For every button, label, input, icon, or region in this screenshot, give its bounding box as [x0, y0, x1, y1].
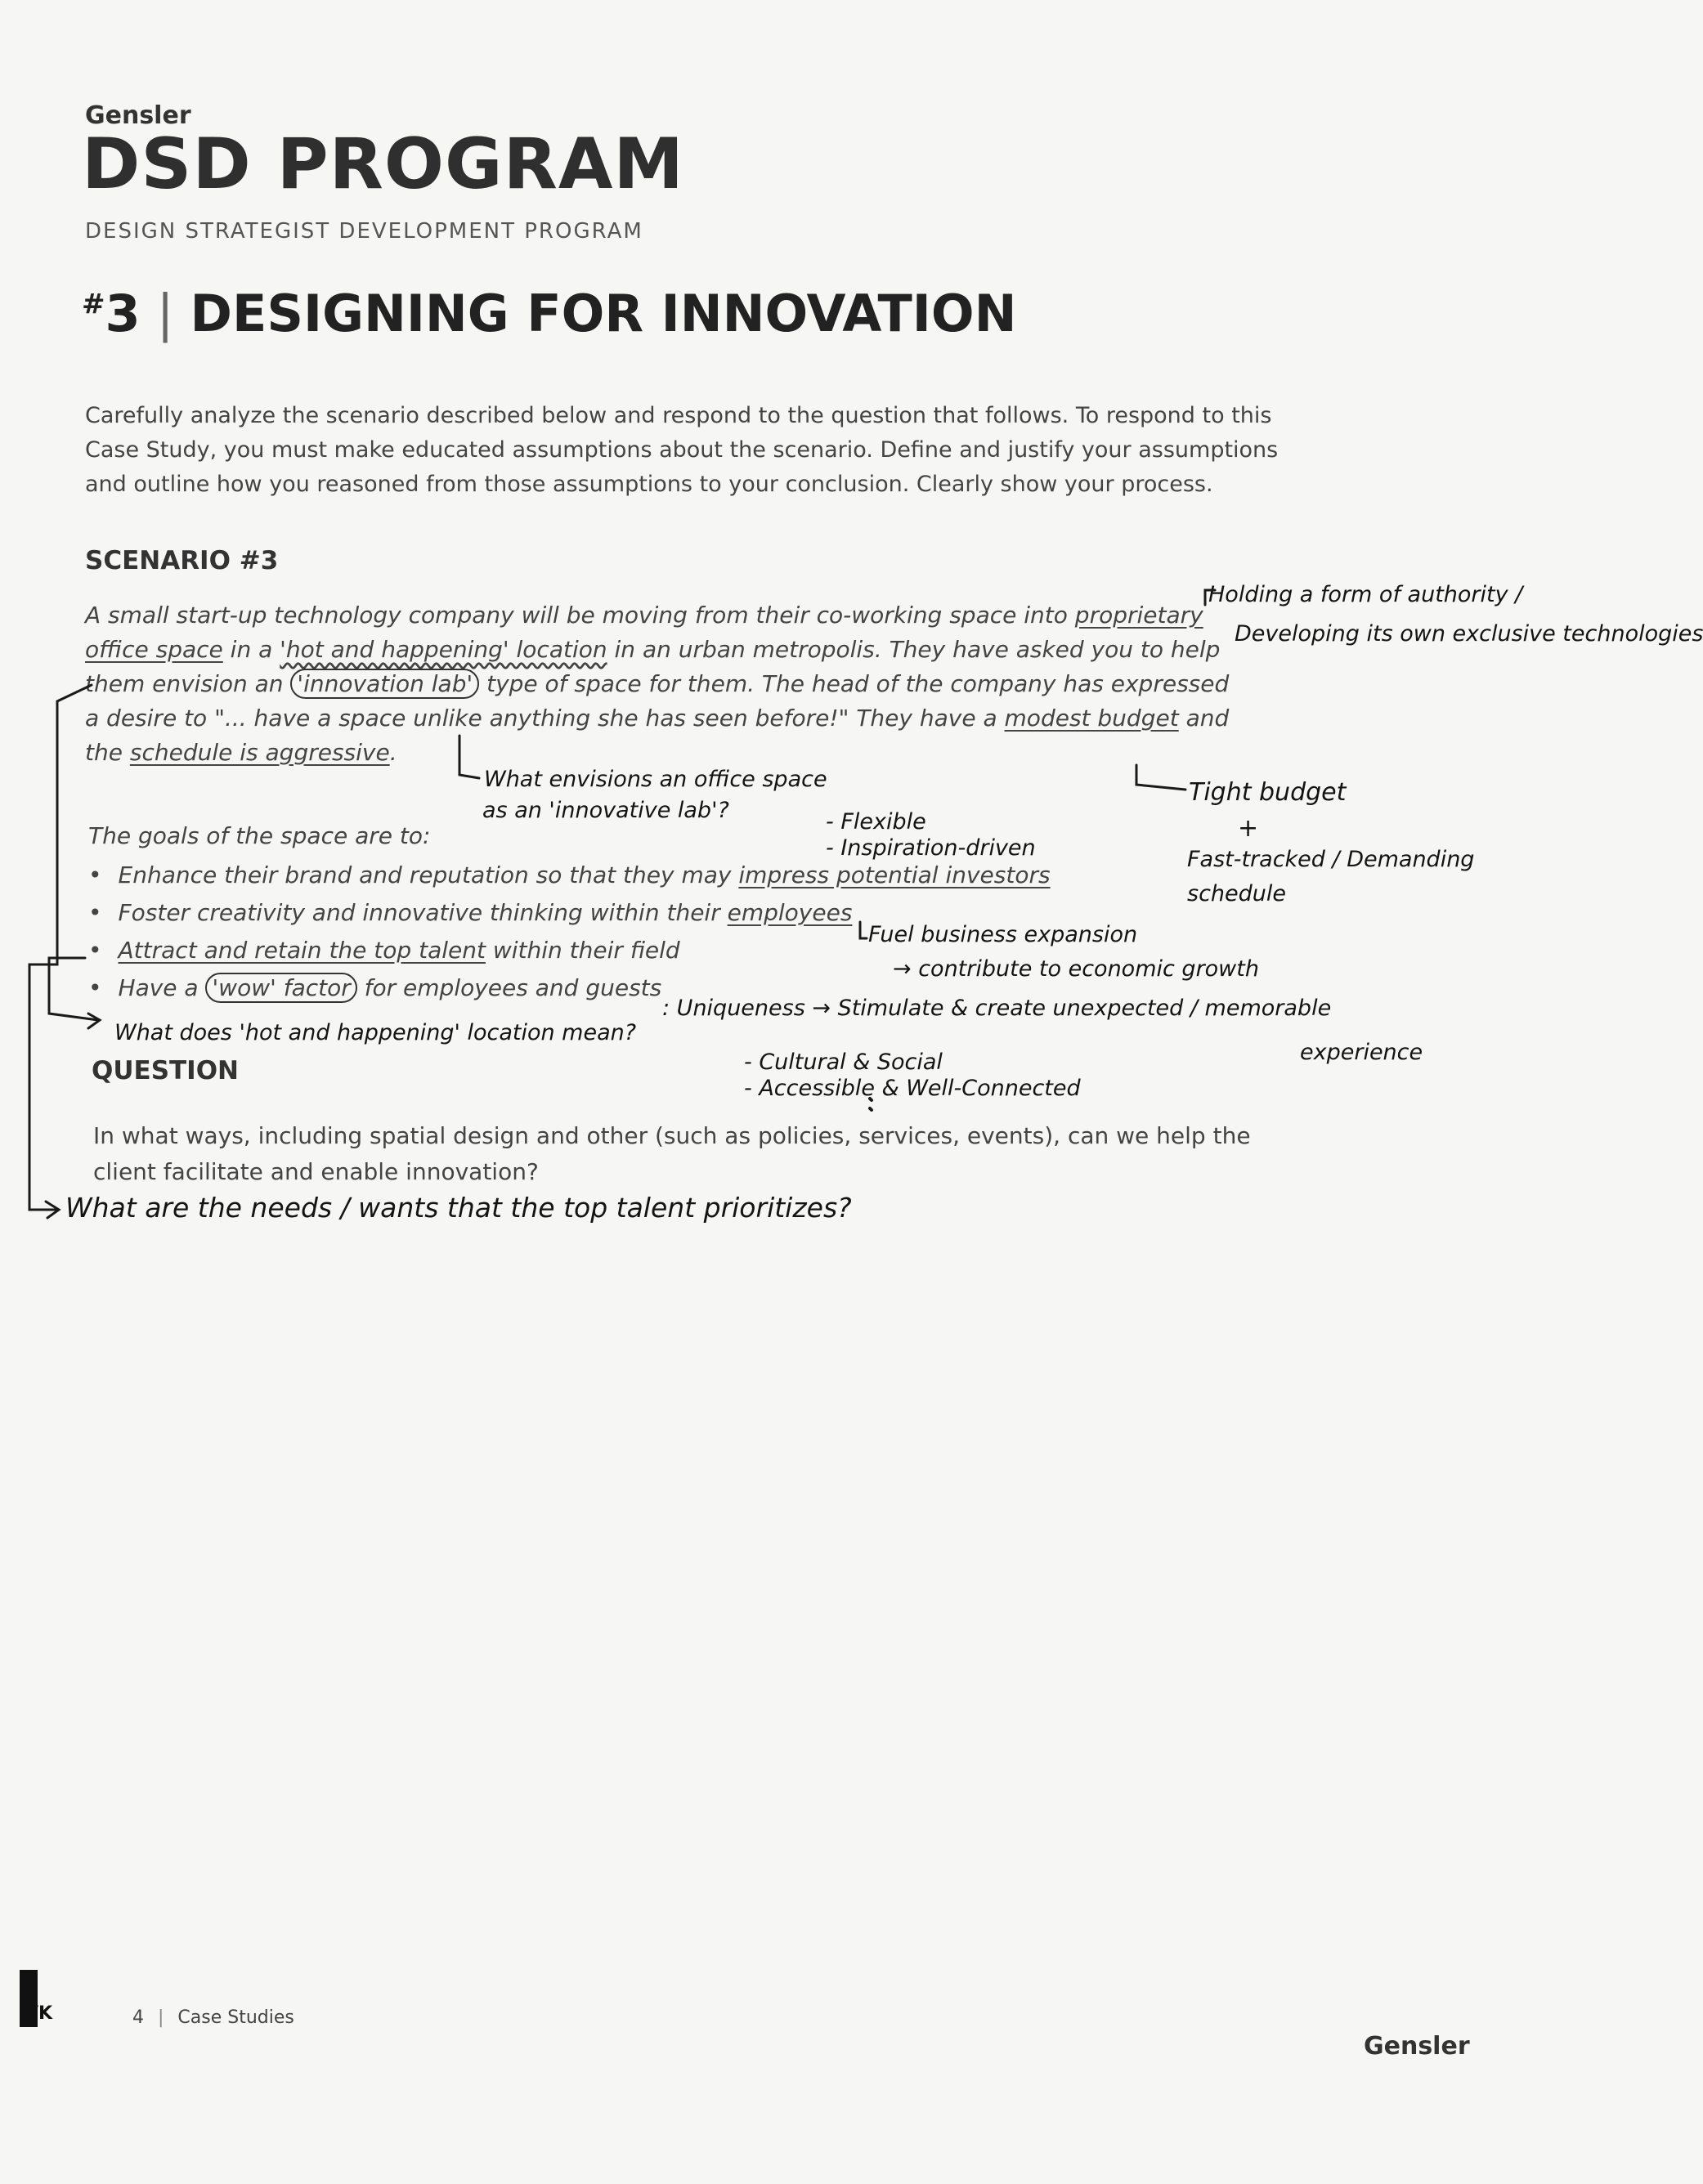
section-heading: DESIGNING FOR INNOVATION	[190, 284, 1017, 343]
question-paragraph: In what ways, including spatial design and other (such as policies, services, events), can we help the client facilitate and enable innovation?	[93, 1122, 1251, 1185]
annotation-uniqueness: : Uniqueness → Stimulate & create unexpected / memorable	[662, 996, 1332, 1021]
goal-item: • Enhance their brand and reputation so that they may impress potential investors	[88, 857, 1051, 894]
hot-happening-phrase: 'hot and happening' location	[280, 636, 607, 663]
annotation-inspiration: - Inspiration-driven	[826, 835, 1036, 861]
question-heading: QUESTION	[92, 1056, 240, 1085]
scenario-paragraph: A small start-up technology company will be moving from their co-working space into proprietary office space in a 'hot and happening' location in an urban metropolis. They have asked you to help them envision an 'innovation lab' type of space for them. The head of the company has expressed a desire to "... have a space unlike anything she has seen before!" They have a modest budget and the schedule is aggressive.	[85, 602, 1230, 766]
page-number: 4	[132, 2007, 144, 2028]
brand-logo-top: Gensler	[85, 101, 191, 130]
annotation-schedule: schedule	[1187, 881, 1286, 906]
annotation-experience: experience	[1300, 1040, 1423, 1065]
schedule-phrase: schedule is aggressive	[129, 739, 390, 766]
annotation-lab-question-1: What envisions an office space	[484, 767, 827, 792]
annotation-tight-budget: Tight budget	[1189, 778, 1347, 807]
scenario-heading: SCENARIO #3	[85, 546, 279, 575]
footer-page-label: 4 | Case Studies	[132, 2007, 294, 2028]
section-title: #3 | DESIGNING FOR INNOVATION	[82, 284, 1017, 343]
annotation-lab-question-2: as an 'innovative lab'?	[482, 798, 729, 823]
annotation-accessible: - Accessible & Well-Connected	[744, 1076, 1081, 1101]
annotation-fuel: Fuel business expansion	[868, 922, 1138, 947]
brand-logo-bottom: Gensler	[1364, 2032, 1470, 2061]
annotation-economic: → contribute to economic growth	[893, 956, 1259, 982]
goal-item: • Foster creativity and innovative thinking within their employees	[88, 894, 1051, 932]
footer-section-label: Case Studies	[177, 2007, 294, 2028]
annotation-flexible: - Flexible	[826, 809, 926, 835]
annotation-developing: Developing its own exclusive technologies	[1235, 621, 1703, 647]
annotation-holding: Holding a form of authority /	[1208, 582, 1523, 607]
section-separator: |	[156, 284, 174, 343]
annotation-talent-question: What are the needs / wants that the top talent prioritizes?	[65, 1192, 852, 1224]
program-subtitle: DESIGN STRATEGIST DEVELOPMENT PROGRAM	[85, 219, 643, 244]
intro-paragraph: Carefully analyze the scenario described below and respond to the question that follows. To respond to this Case Study, you must make educated assumptions about the scenario. Define and justify your assumptions and outline how you reasoned from those assumptions to your conclusion. Clearly show your process.	[85, 403, 1279, 497]
proprietary-phrase: proprietary office space	[85, 602, 1203, 663]
annotation-hot-question: What does 'hot and happening' location mean?	[114, 1020, 637, 1045]
goal-item: • Attract and retain the top talent within their field	[88, 932, 1051, 969]
goals-heading: The goals of the space are to:	[88, 822, 431, 849]
edge-mark: VK	[25, 2003, 53, 2024]
budget-phrase: modest budget	[1004, 705, 1179, 732]
annotation-plus: +	[1238, 814, 1259, 843]
annotation-cultural: - Cultural & Social	[744, 1049, 943, 1075]
section-number: 3	[105, 284, 141, 343]
innovation-lab-phrase: 'innovation lab'	[290, 669, 479, 699]
program-title: DSD PROGRAM	[82, 123, 684, 205]
annotation-fast-tracked: Fast-tracked / Demanding	[1187, 847, 1475, 872]
goal-item: • Have a 'wow' factor for employees and guests	[88, 969, 1051, 1007]
